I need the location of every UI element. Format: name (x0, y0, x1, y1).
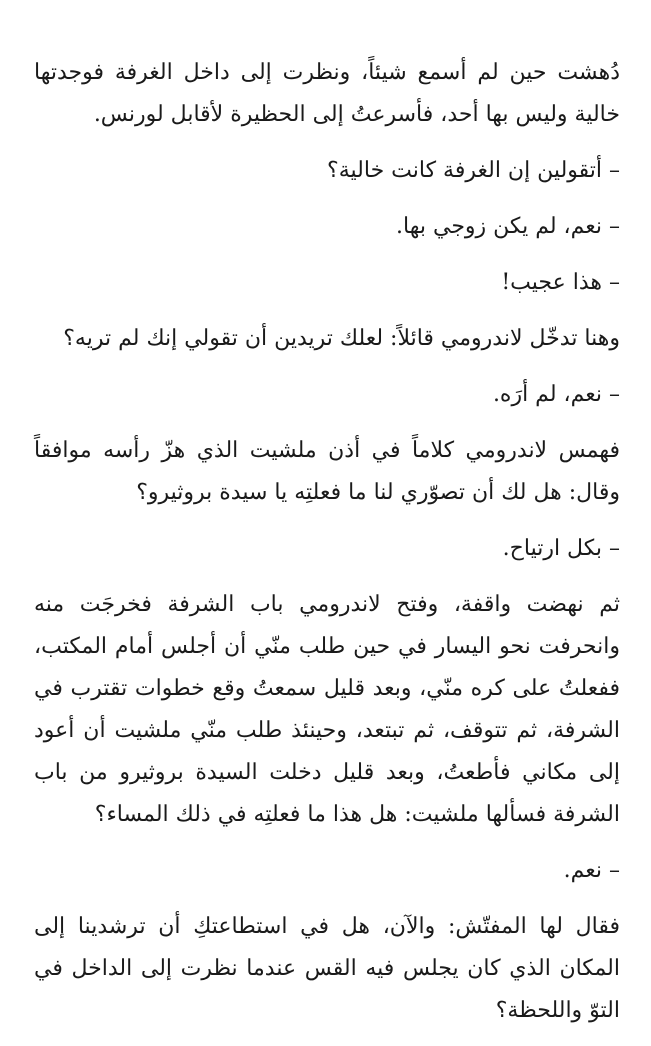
dialog-line: – نعم. (563, 858, 620, 883)
paragraph: وهنا تدخّل لاندرومي قائلاً: لعلك تريدين أن تقولي إنك لم تريه؟ (63, 326, 620, 351)
paragraph: فهمس لاندرومي كلاماً في أذن ملشيت الذي هزّ رأسه موافقاً وقال: هل لك أن تصوّري لنا ما فعلتِه يا سيدة بروثيرو؟ (34, 438, 620, 505)
dialog-line: – نعم، لم أرَه. (492, 382, 620, 407)
dialog-line: – نعم، لم يكن زوجي بها. (396, 214, 620, 239)
paragraph: فقال لها المفتّش: والآن، هل في استطاعتكِ أن ترشدينا إلى المكان الذي كان يجلس فيه القس عندما نظرت إلى الداخل في التوّ واللحظة؟ (34, 914, 620, 1023)
book-page (34, 52, 620, 1046)
paragraph: دُهشت حين لم أسمع شيئاً، ونظرت إلى داخل الغرفة فوجدتها خالية وليس بها أحد، فأسرعتُ إلى الحظيرة لأقابل لورنس. (34, 60, 620, 127)
paragraph: ثم نهضت واقفة، وفتح لاندرومي باب الشرفة فخرجَت منه وانحرفت نحو اليسار في حين طلب منّي أن أجلس أمام المكتب، ففعلتُ على كره منّي، وبعد قليل سمعتُ وقع خطوات تقترب في الشرفة، ثم تتوقف، ثم تبتعد، وحينئذ طلب منّي ملشيت أن أعود إلى مكاني فأطعتُ، وبعد قليل دخلت السيدة بروثيرو من باب الشرفة فسألها ملشيت: هل هذا ما فعلتِه في ذلك المساء؟ (34, 592, 620, 827)
dialog-line: – أتقولين إن الغرفة كانت خالية؟ (327, 158, 620, 183)
dialog-line: – هذا عجيب! (501, 270, 620, 295)
dialog-line: – بكل ارتياح. (502, 536, 620, 561)
